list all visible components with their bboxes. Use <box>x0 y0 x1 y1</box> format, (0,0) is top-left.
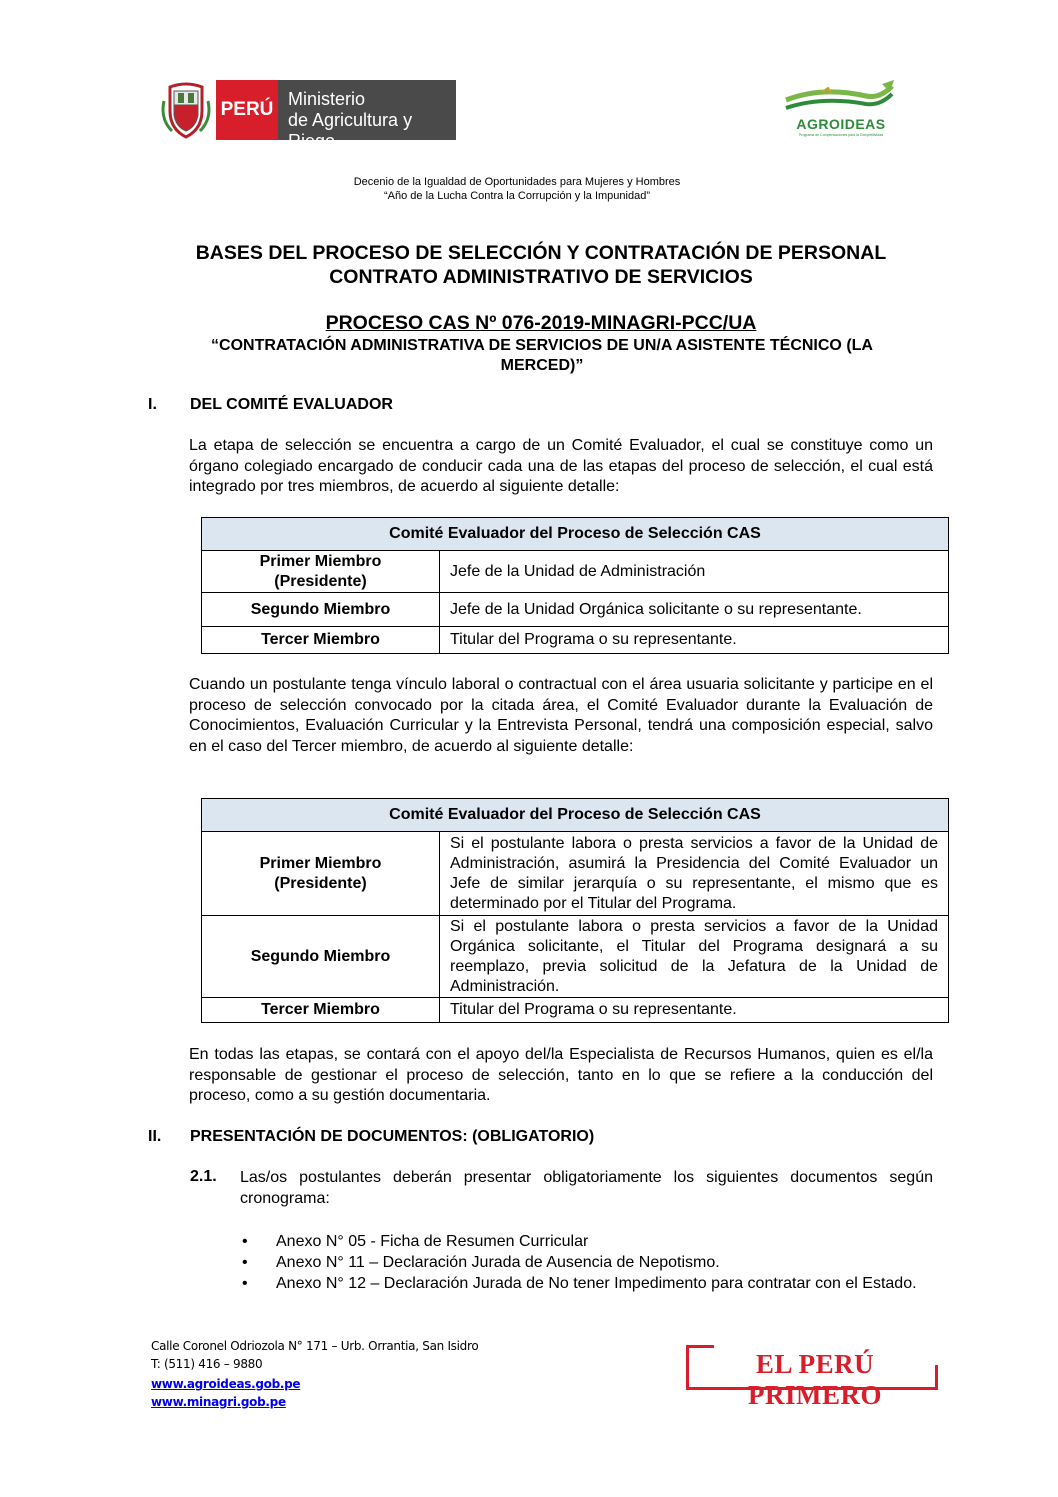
ministerio-line2: de Agricultura y Riego <box>288 110 413 151</box>
table-cell-desc: Jefe de la Unidad Orgánica solicitante o su representante. <box>440 593 949 627</box>
slogan-frame-corner <box>686 1345 714 1348</box>
document-title-line2: CONTRATO ADMINISTRATIVO DE SERVICIOS <box>329 266 753 288</box>
table-cell-role: Primer Miembro (Presidente) <box>202 551 440 593</box>
table-row <box>202 832 949 916</box>
slogan-text: EL PERÚ PRIMERO <box>748 1349 882 1410</box>
table-cell-desc: Si el postulante labora o presta servicios a favor de la Unidad Orgánica solicitante, el Titular del Programa designará a su reemplazo, previa solicitud de la Jefatura de la Unidad de Administración. <box>440 916 949 998</box>
list-item-text: Anexo N° 12 – Declaración Jurada de No tener Impedimento para contratar con el Estado. <box>276 1275 917 1292</box>
table-cell-role: Primer Miembro (Presidente) <box>202 832 440 916</box>
ministerio-label <box>278 80 456 151</box>
process-code: PROCESO CAS Nº 076-2019-MINAGRI-PCC/UA <box>325 312 757 334</box>
table-cell-desc: Jefe de la Unidad de Administración <box>440 551 949 593</box>
table-row <box>202 551 949 593</box>
table-row <box>202 593 949 627</box>
table-cell-desc: Titular del Programa o su representante. <box>440 627 949 654</box>
agroideas-swoosh-icon <box>782 78 900 118</box>
peru-coat-of-arms-icon <box>160 81 212 139</box>
table-cell-role: Tercer Miembro <box>202 627 440 654</box>
list-item-text: Anexo N° 11 – Declaración Jurada de Ausencia de Nepotismo. <box>276 1254 720 1271</box>
table-row <box>202 627 949 654</box>
agroideas-subtitle: Programa de Compensaciones para la Competitividad <box>798 133 884 137</box>
section1-title: DEL COMITÉ EVALUADOR <box>190 396 393 413</box>
footer-link-agroideas[interactable]: www.agroideas.gob.pe <box>151 1377 301 1391</box>
item-text: Las/os postulantes deberán presentar obligatoriamente los siguientes documentos según cronograma: <box>240 1169 933 1207</box>
agroideas-logo <box>782 78 900 140</box>
table-header: Comité Evaluador del Proceso de Selección CAS <box>202 799 949 832</box>
table-header: Comité Evaluador del Proceso de Selección CAS <box>202 518 949 551</box>
minagri-logo <box>160 80 456 151</box>
bullet-icon: • <box>242 1233 248 1250</box>
item-number: 2.1. <box>190 1168 217 1185</box>
table-cell-role: Segundo Miembro <box>202 593 440 627</box>
table-cell-role: Tercer Miembro <box>202 998 440 1023</box>
document-title-line1: BASES DEL PROCESO DE SELECCIÓN Y CONTRATACIÓN DE PERSONAL <box>195 242 887 264</box>
committee-table-1 <box>201 517 949 654</box>
peru-label: PERÚ <box>216 80 278 140</box>
slogan-frame-corner <box>935 1365 938 1387</box>
section1-paragraph3: En todas las etapas, se contará con el apoyo del/la Especialista de Recursos Humanos, quien es el/la responsable de gestionar el proceso de selección, tanto en lo que se refiere a la conducción del proceso, como a su gestión documentaria. <box>189 1046 933 1105</box>
slogan-logo <box>686 1345 938 1410</box>
bullet-icon: • <box>242 1275 248 1292</box>
bullet-icon: • <box>242 1254 248 1271</box>
table-row <box>202 998 949 1023</box>
section1-number: I. <box>148 396 157 413</box>
table-cell-desc: Si el postulante labora o presta servicios a favor de la Unidad de Administración, asumirá la Presidencia del Comité Evaluador un Jefe de similar jerarquía o su representante, el mismo que es determinado por el Titular del Programa. <box>440 832 949 916</box>
table-cell-desc: Titular del Programa o su representante. <box>440 998 949 1023</box>
section1-paragraph1: La etapa de selección se encuentra a cargo de un Comité Evaluador, el cual se constituye como un órgano colegiado encargado de conducir cada una de las etapas del proceso de selección, el cual está integrado por tres miembros, de acuerdo al siguiente detalle: <box>189 437 933 496</box>
section1-paragraph2: Cuando un postulante tenga vínculo laboral o contractual con el área usuaria solicitante y participe en el proceso de selección convocado por la citada área, el Comité Evaluador durante la Evaluación de Conocimientos, Evaluación Curricular y la Entrevista Personal, tendrá una composición especial, salvo en el caso del Tercer miembro, de acuerdo al siguiente detalle: <box>189 676 933 756</box>
table-row <box>202 916 949 998</box>
footer-phone: T: (511) 416 – 9880 <box>151 1357 263 1371</box>
list-item-text: Anexo N° 05 - Ficha de Resumen Curricular <box>276 1233 589 1250</box>
decenio-line2: “Año de la Lucha Contra la Corrupción y la Impunidad” <box>384 190 650 202</box>
process-name: “CONTRATACIÓN ADMINISTRATIVA DE SERVICIOS DE UN/A ASISTENTE TÉCNICO (LA MERCED)” <box>211 337 873 374</box>
footer-address: Calle Coronel Odriozola N° 171 – Urb. Orrantia, San Isidro <box>151 1339 479 1353</box>
agroideas-name: AGROIDEAS <box>796 116 886 132</box>
committee-table-2 <box>201 798 949 1023</box>
ministerio-line1: Ministerio <box>288 89 366 109</box>
decenio-line1: Decenio de la Igualdad de Oportunidades para Mujeres y Hombres <box>353 176 681 188</box>
table-cell-role: Segundo Miembro <box>202 916 440 998</box>
section2-title: PRESENTACIÓN DE DOCUMENTOS: (OBLIGATORIO) <box>190 1128 595 1145</box>
section2-number: II. <box>148 1128 162 1145</box>
footer-link-minagri[interactable]: www.minagri.gob.pe <box>151 1395 286 1409</box>
